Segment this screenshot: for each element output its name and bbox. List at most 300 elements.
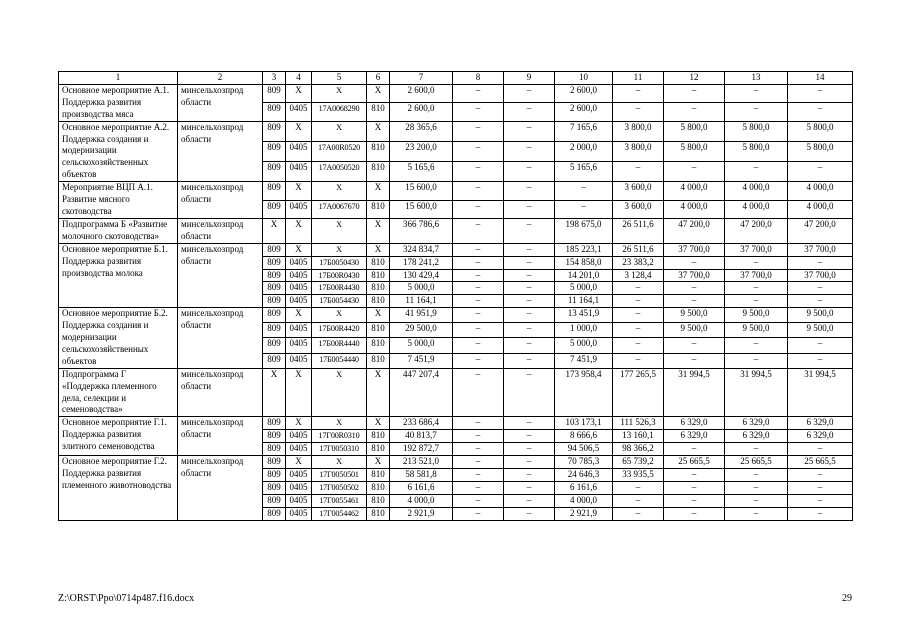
table-cell: – — [613, 282, 664, 295]
table-cell: – — [664, 103, 725, 121]
table-cell: – — [664, 84, 725, 102]
table-cell: 809 — [263, 282, 286, 295]
table-cell: 9 500,0 — [788, 308, 853, 323]
table-cell: 2 600,0 — [390, 84, 453, 102]
table-cell: – — [613, 295, 664, 308]
table-cell: 58 581,8 — [390, 469, 453, 482]
table-cell: Х — [367, 417, 390, 430]
table-cell: – — [788, 443, 853, 456]
column-header: 1 — [59, 72, 178, 85]
table-cell: 3 800,0 — [613, 121, 664, 141]
table-cell: – — [453, 282, 504, 295]
table-row — [59, 121, 853, 141]
table-cell: Х — [312, 243, 367, 256]
table-cell: 810 — [367, 443, 390, 456]
table-cell: 24 646,3 — [555, 469, 613, 482]
table-cell: – — [664, 161, 725, 181]
table-cell: – — [453, 456, 504, 469]
table-cell: 810 — [367, 200, 390, 218]
table-cell: – — [788, 295, 853, 308]
table-cell: Х — [286, 218, 312, 243]
table-cell: – — [788, 256, 853, 269]
table-cell: 810 — [367, 323, 390, 338]
table-cell: – — [504, 323, 555, 338]
table-cell: 154 858,0 — [555, 256, 613, 269]
table-cell: 4 000,0 — [664, 200, 725, 218]
table-cell: – — [453, 494, 504, 507]
table-cell: 130 429,4 — [390, 269, 453, 282]
table-cell: – — [453, 182, 504, 200]
table-cell: Х — [367, 456, 390, 469]
table-cell: 47 200,0 — [788, 218, 853, 243]
table-cell: – — [725, 494, 788, 507]
table-cell: 810 — [367, 338, 390, 353]
table-cell: – — [555, 182, 613, 200]
measure-name: Основное мероприятие Б.1. Поддержка развития производства молока — [59, 243, 178, 308]
table-cell: 0405 — [286, 338, 312, 353]
table-cell: – — [664, 353, 725, 368]
table-cell: – — [453, 430, 504, 443]
table-row — [59, 308, 853, 323]
measure-name: Подпрограмма Б «Развитие молочного скотоводства» — [59, 218, 178, 243]
table-cell: 177 265,5 — [613, 368, 664, 417]
table-cell: – — [453, 308, 504, 323]
table-cell: 4 000,0 — [664, 182, 725, 200]
table-cell: – — [453, 295, 504, 308]
table-cell: 26 511,6 — [613, 218, 664, 243]
table-cell: – — [453, 103, 504, 121]
table-cell: – — [664, 282, 725, 295]
table-cell: 2 600,0 — [555, 103, 613, 121]
table-cell: – — [453, 353, 504, 368]
table-cell: 9 500,0 — [664, 308, 725, 323]
table-cell: – — [504, 308, 555, 323]
table-cell: 233 686,4 — [390, 417, 453, 430]
table-cell: – — [725, 84, 788, 102]
table-cell: – — [664, 443, 725, 456]
table-cell: 2 600,0 — [555, 84, 613, 102]
table-cell: – — [504, 161, 555, 181]
table-cell: – — [504, 282, 555, 295]
table-cell: 198 675,0 — [555, 218, 613, 243]
table-cell: 70 785,3 — [555, 456, 613, 469]
table-cell: – — [725, 469, 788, 482]
table-cell: 2 921,9 — [390, 507, 453, 520]
table-cell: – — [788, 282, 853, 295]
table-cell: 37 700,0 — [725, 243, 788, 256]
column-header: 7 — [390, 72, 453, 85]
table-cell: 17Б00R4420 — [312, 323, 367, 338]
table-cell: – — [504, 269, 555, 282]
table-cell: 810 — [367, 481, 390, 494]
measure-name: Подпрограмма Г «Поддержка племенного дела, селекции и семеноводства» — [59, 368, 178, 417]
table-cell: 7 451,9 — [390, 353, 453, 368]
table-cell: 173 958,4 — [555, 368, 613, 417]
measure-name: Основное мероприятие А.2. Поддержка создания и модернизации сельскохозяйственных объектов — [59, 121, 178, 182]
table-cell: 0405 — [286, 269, 312, 282]
table-cell: 65 739,2 — [613, 456, 664, 469]
table-cell: – — [504, 494, 555, 507]
measure-name: Основное мероприятие Г.1. Поддержка развития элитного семеноводства — [59, 417, 178, 456]
table-cell: 47 200,0 — [664, 218, 725, 243]
executor-name: минсельхозпрод области — [178, 456, 263, 521]
table-cell: 809 — [263, 182, 286, 200]
table-cell: 809 — [263, 161, 286, 181]
table-cell: 17Б0054430 — [312, 295, 367, 308]
table-cell: 0405 — [286, 103, 312, 121]
table-cell: 0405 — [286, 430, 312, 443]
table-cell: – — [664, 481, 725, 494]
table-cell: – — [788, 494, 853, 507]
table-cell: 25 665,5 — [725, 456, 788, 469]
table-cell: 0405 — [286, 443, 312, 456]
table-cell: 809 — [263, 494, 286, 507]
table-cell: – — [613, 161, 664, 181]
table-cell: – — [453, 121, 504, 141]
table-cell: 23 200,0 — [390, 141, 453, 161]
table-cell: 3 600,0 — [613, 200, 664, 218]
table-cell: 810 — [367, 507, 390, 520]
table-cell: 6 329,0 — [664, 417, 725, 430]
table-cell: 809 — [263, 200, 286, 218]
table-cell: 15 600,0 — [390, 182, 453, 200]
table-cell: – — [504, 443, 555, 456]
table-cell: – — [504, 84, 555, 102]
table-cell: – — [613, 323, 664, 338]
table-cell: 5 165,6 — [555, 161, 613, 181]
table-cell: 17А0067670 — [312, 200, 367, 218]
table-cell: 11 164,1 — [390, 295, 453, 308]
table-cell: 810 — [367, 256, 390, 269]
table-cell: Х — [286, 417, 312, 430]
table-cell: – — [453, 481, 504, 494]
table-cell: – — [504, 182, 555, 200]
table-cell: 810 — [367, 494, 390, 507]
table-cell: 810 — [367, 282, 390, 295]
table-cell: 809 — [263, 295, 286, 308]
table-cell: 23 383,2 — [613, 256, 664, 269]
column-header: 5 — [312, 72, 367, 85]
table-cell: 5 800,0 — [664, 121, 725, 141]
table-cell: 33 935,5 — [613, 469, 664, 482]
table-cell: 6 329,0 — [725, 417, 788, 430]
table-cell: – — [788, 84, 853, 102]
table-cell: 2 921,9 — [555, 507, 613, 520]
table-cell: Х — [367, 121, 390, 141]
table-cell: Х — [286, 456, 312, 469]
executor-name: минсельхозпрод области — [178, 243, 263, 308]
table-cell: Х — [263, 218, 286, 243]
table-cell: 37 700,0 — [664, 243, 725, 256]
table-cell: 9 500,0 — [664, 323, 725, 338]
table-cell: – — [504, 507, 555, 520]
table-cell: – — [453, 507, 504, 520]
table-cell: 6 161,6 — [390, 481, 453, 494]
header-row — [59, 72, 853, 85]
table-row — [59, 84, 853, 102]
table-cell: 6 161,6 — [555, 481, 613, 494]
table-cell: 809 — [263, 353, 286, 368]
executor-name: минсельхозпрод области — [178, 121, 263, 182]
table-cell: 37 700,0 — [788, 243, 853, 256]
table-cell: – — [613, 338, 664, 353]
table-cell: 0405 — [286, 494, 312, 507]
table-cell: 185 223,1 — [555, 243, 613, 256]
table-cell: 5 000,0 — [555, 338, 613, 353]
table-cell: Х — [312, 218, 367, 243]
table-cell: Х — [312, 368, 367, 417]
table-cell: 809 — [263, 84, 286, 102]
table-cell: 809 — [263, 269, 286, 282]
table-cell: 0405 — [286, 353, 312, 368]
table-cell: 809 — [263, 121, 286, 141]
table-cell: Х — [286, 84, 312, 102]
table-cell: – — [788, 338, 853, 353]
table-cell: Х — [367, 218, 390, 243]
table-cell: Х — [312, 308, 367, 323]
table-cell: – — [664, 494, 725, 507]
table-cell: 6 329,0 — [664, 430, 725, 443]
table-cell: – — [664, 507, 725, 520]
table-cell: 3 800,0 — [613, 141, 664, 161]
table-cell: 31 994,5 — [725, 368, 788, 417]
table-cell: 4 000,0 — [390, 494, 453, 507]
table-cell: Х — [312, 121, 367, 141]
table-cell: 40 813,7 — [390, 430, 453, 443]
table-cell: – — [453, 269, 504, 282]
table-row — [59, 182, 853, 200]
table-cell: 0405 — [286, 256, 312, 269]
table-cell: – — [788, 507, 853, 520]
table-cell: – — [453, 368, 504, 417]
column-header: 14 — [788, 72, 853, 85]
table-cell: – — [453, 200, 504, 218]
table-cell: 4 000,0 — [725, 200, 788, 218]
table-cell: 810 — [367, 353, 390, 368]
table-cell: 809 — [263, 417, 286, 430]
table-cell: – — [613, 308, 664, 323]
table-cell: – — [725, 338, 788, 353]
table-cell: 17Г00R0310 — [312, 430, 367, 443]
table-cell: – — [504, 481, 555, 494]
budget-table — [58, 71, 853, 521]
table-cell: 809 — [263, 256, 286, 269]
table-cell: 1 000,0 — [555, 323, 613, 338]
table-cell: 17Г0050502 — [312, 481, 367, 494]
table-cell: 810 — [367, 430, 390, 443]
table-cell: 0405 — [286, 200, 312, 218]
table-cell: 4 000,0 — [555, 494, 613, 507]
footer-file-path: Z:\ORST\Ppo\0714p487.f16.docx — [58, 593, 195, 604]
column-header: 6 — [367, 72, 390, 85]
column-header: 11 — [613, 72, 664, 85]
table-cell: Х — [263, 368, 286, 417]
table-cell: 178 241,2 — [390, 256, 453, 269]
table-cell: – — [504, 368, 555, 417]
table-cell: 5 800,0 — [788, 121, 853, 141]
table-cell: 17А0068290 — [312, 103, 367, 121]
measure-name: Основное мероприятие Г.2. Поддержка развития племенного животноводства — [59, 456, 178, 521]
table-cell: 5 800,0 — [725, 141, 788, 161]
table-cell: 809 — [263, 507, 286, 520]
table-cell: – — [555, 200, 613, 218]
table-cell: – — [504, 200, 555, 218]
table-cell: – — [504, 353, 555, 368]
table-cell: 17Б00R4440 — [312, 338, 367, 353]
table-cell: – — [788, 103, 853, 121]
table-cell: – — [504, 430, 555, 443]
table-cell: 17Б00R0430 — [312, 269, 367, 282]
table-cell: 0405 — [286, 481, 312, 494]
table-cell: 324 834,7 — [390, 243, 453, 256]
table-cell: 8 666,6 — [555, 430, 613, 443]
table-cell: 15 600,0 — [390, 200, 453, 218]
table-cell: Х — [286, 308, 312, 323]
table-cell: – — [504, 218, 555, 243]
table-cell: 9 500,0 — [725, 323, 788, 338]
table-cell: – — [453, 161, 504, 181]
table-cell: 809 — [263, 469, 286, 482]
table-cell: 0405 — [286, 161, 312, 181]
table-cell: 809 — [263, 481, 286, 494]
table-cell: 2 000,0 — [555, 141, 613, 161]
table-cell: – — [613, 507, 664, 520]
table-cell: 41 951,9 — [390, 308, 453, 323]
table-cell: 7 451,9 — [555, 353, 613, 368]
table-cell: – — [504, 103, 555, 121]
table-cell: – — [788, 481, 853, 494]
table-cell: Х — [312, 182, 367, 200]
executor-name: минсельхозпрод области — [178, 218, 263, 243]
column-header: 2 — [178, 72, 263, 85]
table-cell: – — [504, 121, 555, 141]
table-cell: 0405 — [286, 323, 312, 338]
table-cell: 4 000,0 — [725, 182, 788, 200]
table-cell: 28 365,6 — [390, 121, 453, 141]
column-header: 13 — [725, 72, 788, 85]
table-cell: 4 000,0 — [788, 182, 853, 200]
table-cell: 47 200,0 — [725, 218, 788, 243]
table-cell: 9 500,0 — [725, 308, 788, 323]
table-cell: Х — [286, 182, 312, 200]
table-cell: Х — [312, 417, 367, 430]
table-cell: 5 165,6 — [390, 161, 453, 181]
table-row — [59, 456, 853, 469]
table-cell: 37 700,0 — [664, 269, 725, 282]
table-cell: – — [725, 103, 788, 121]
table-cell: – — [664, 256, 725, 269]
table-cell: 810 — [367, 469, 390, 482]
table-cell: – — [613, 481, 664, 494]
table-cell: 810 — [367, 295, 390, 308]
table-cell: – — [504, 295, 555, 308]
table-cell: Х — [367, 308, 390, 323]
executor-name: минсельхозпрод области — [178, 417, 263, 456]
table-cell: – — [504, 417, 555, 430]
table-cell: 25 665,5 — [788, 456, 853, 469]
column-header: 10 — [555, 72, 613, 85]
table-cell: 29 500,0 — [390, 323, 453, 338]
table-cell: Х — [286, 368, 312, 417]
table-cell: 11 164,1 — [555, 295, 613, 308]
table-cell: 810 — [367, 269, 390, 282]
table-cell: – — [453, 84, 504, 102]
table-cell: Х — [367, 243, 390, 256]
table-cell: 103 173,1 — [555, 417, 613, 430]
table-cell: – — [788, 353, 853, 368]
table-row — [59, 243, 853, 256]
table-cell: – — [664, 469, 725, 482]
table-cell: 192 872,7 — [390, 443, 453, 456]
table-cell: – — [613, 494, 664, 507]
table-cell: – — [664, 295, 725, 308]
table-cell: 810 — [367, 161, 390, 181]
table-cell: 5 800,0 — [664, 141, 725, 161]
table-row — [59, 417, 853, 430]
table-cell: – — [664, 338, 725, 353]
table-cell: 5 800,0 — [788, 141, 853, 161]
table-cell: 98 366,2 — [613, 443, 664, 456]
table-cell: 810 — [367, 141, 390, 161]
table-cell: 0405 — [286, 295, 312, 308]
table-cell: – — [453, 417, 504, 430]
table-cell: 37 700,0 — [725, 269, 788, 282]
table-cell: 94 506,5 — [555, 443, 613, 456]
table-cell: – — [453, 469, 504, 482]
executor-name: минсельхозпрод области — [178, 84, 263, 121]
table-cell: – — [504, 456, 555, 469]
table-cell: 5 000,0 — [390, 338, 453, 353]
table-cell: 213 521,0 — [390, 456, 453, 469]
table-cell: 17А0050520 — [312, 161, 367, 181]
table-cell: – — [725, 161, 788, 181]
table-cell: 13 160,1 — [613, 430, 664, 443]
table-cell: – — [504, 243, 555, 256]
table-cell: – — [504, 338, 555, 353]
table-cell: – — [725, 295, 788, 308]
table-cell: – — [613, 353, 664, 368]
table-cell: – — [725, 443, 788, 456]
table-cell: Х — [312, 84, 367, 102]
table-cell: 5 800,0 — [725, 121, 788, 141]
table-cell: 810 — [367, 103, 390, 121]
table-cell: 25 665,5 — [664, 456, 725, 469]
column-header: 12 — [664, 72, 725, 85]
table-cell: 447 207,4 — [390, 368, 453, 417]
column-header: 3 — [263, 72, 286, 85]
table-cell: – — [788, 469, 853, 482]
page-number: 29 — [842, 593, 852, 604]
measure-name: Основное мероприятие А.1. Поддержка развития производства мяса — [59, 84, 178, 121]
table-cell: – — [725, 507, 788, 520]
table-cell: 37 700,0 — [788, 269, 853, 282]
table-cell: 17Б0050430 — [312, 256, 367, 269]
table-cell: 7 165,6 — [555, 121, 613, 141]
table-cell: – — [725, 481, 788, 494]
table-cell: – — [453, 256, 504, 269]
table-cell: 17Б00R4430 — [312, 282, 367, 295]
table-cell: 809 — [263, 456, 286, 469]
table-cell: 13 451,9 — [555, 308, 613, 323]
table-cell: – — [453, 218, 504, 243]
table-cell: 31 994,5 — [664, 368, 725, 417]
table-cell: 4 000,0 — [788, 200, 853, 218]
table-cell: 3 128,4 — [613, 269, 664, 282]
table-cell: 809 — [263, 308, 286, 323]
table-cell: 17Б0054440 — [312, 353, 367, 368]
measure-name: Мероприятие ВЦП А.1. Развитие мясного скотоводства — [59, 182, 178, 219]
table-cell: 26 511,6 — [613, 243, 664, 256]
